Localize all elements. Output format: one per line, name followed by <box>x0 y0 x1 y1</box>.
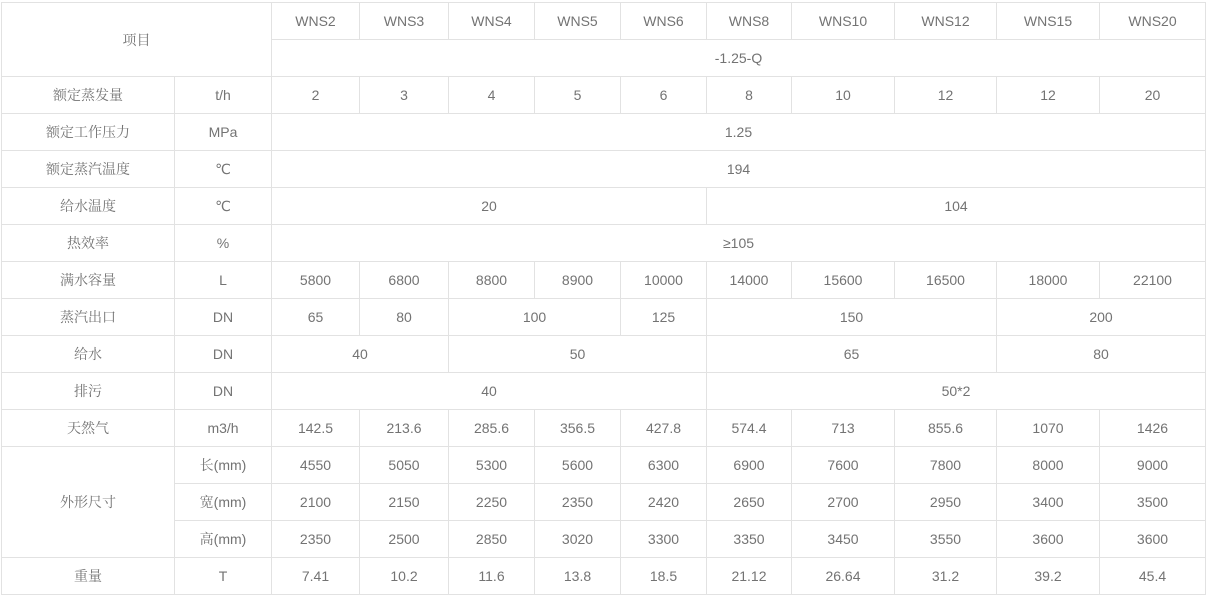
value-cell: 4550 <box>272 447 360 484</box>
value-cell: 6300 <box>621 447 707 484</box>
value-cell: 2850 <box>449 521 535 558</box>
header-model-cell: WNS5 <box>535 3 621 40</box>
value-cell: 1426 <box>1100 410 1206 447</box>
value-cell: 2350 <box>272 521 360 558</box>
value-cell: 2350 <box>535 484 621 521</box>
table-row-blowdown <box>2 373 1206 410</box>
value-cell: 20 <box>272 188 707 225</box>
value-cell: 713 <box>792 410 895 447</box>
table-row-natural-gas <box>2 410 1206 447</box>
value-cell: 2 <box>272 77 360 114</box>
value-cell: 7800 <box>895 447 997 484</box>
value-cell: 80 <box>360 299 449 336</box>
row-unit-cell: 长(mm) <box>175 447 272 484</box>
value-cell: 18.5 <box>621 558 707 595</box>
value-cell: 5050 <box>360 447 449 484</box>
row-unit-cell: t/h <box>175 77 272 114</box>
row-label-cell: 蒸汽出口 <box>2 299 175 336</box>
value-cell: 427.8 <box>621 410 707 447</box>
value-cell: 39.2 <box>997 558 1100 595</box>
value-cell: 8 <box>707 77 792 114</box>
row-unit-cell: DN <box>175 373 272 410</box>
table-row-dimension-height <box>2 521 1206 558</box>
value-cell: 2500 <box>360 521 449 558</box>
row-unit-cell: m3/h <box>175 410 272 447</box>
row-unit-cell: T <box>175 558 272 595</box>
table-row-rated-pressure <box>2 114 1206 151</box>
value-cell: 213.6 <box>360 410 449 447</box>
value-cell: 10 <box>792 77 895 114</box>
table-row-feedwater-temp <box>2 188 1206 225</box>
value-cell: 13.8 <box>535 558 621 595</box>
row-unit-cell: ℃ <box>175 151 272 188</box>
value-cell: 8000 <box>997 447 1100 484</box>
value-cell: 100 <box>449 299 621 336</box>
value-cell: 3300 <box>621 521 707 558</box>
row-label-cell: 满水容量 <box>2 262 175 299</box>
value-cell: 12 <box>997 77 1100 114</box>
value-cell: 3600 <box>1100 521 1206 558</box>
table-row-feedwater <box>2 336 1206 373</box>
header-model-cell: WNS2 <box>272 3 360 40</box>
header-item-cell: 项目 <box>2 3 272 77</box>
value-cell: 2250 <box>449 484 535 521</box>
value-cell: 7.41 <box>272 558 360 595</box>
value-cell: 50 <box>449 336 707 373</box>
value-cell: 50*2 <box>707 373 1206 410</box>
value-cell: 1.25 <box>272 114 1206 151</box>
value-cell: 40 <box>272 373 707 410</box>
value-cell: 3020 <box>535 521 621 558</box>
value-cell: 31.2 <box>895 558 997 595</box>
value-cell: 10000 <box>621 262 707 299</box>
value-cell: 6800 <box>360 262 449 299</box>
row-unit-cell: % <box>175 225 272 262</box>
value-cell: 6 <box>621 77 707 114</box>
row-label-cell: 给水 <box>2 336 175 373</box>
table-row-weight <box>2 558 1206 595</box>
value-cell: 3350 <box>707 521 792 558</box>
value-cell: 22100 <box>1100 262 1206 299</box>
value-cell: 356.5 <box>535 410 621 447</box>
value-cell: 5300 <box>449 447 535 484</box>
value-cell: 104 <box>707 188 1206 225</box>
value-cell: 65 <box>272 299 360 336</box>
value-cell: 80 <box>997 336 1206 373</box>
value-cell: 3400 <box>997 484 1100 521</box>
row-unit-cell: 宽(mm) <box>175 484 272 521</box>
row-label-cell: 排污 <box>2 373 175 410</box>
header-model-cell: WNS12 <box>895 3 997 40</box>
header-series-cell: -1.25-Q <box>272 40 1206 77</box>
header-model-cell: WNS8 <box>707 3 792 40</box>
row-unit-cell: 高(mm) <box>175 521 272 558</box>
value-cell: 6900 <box>707 447 792 484</box>
table-row-rated-steam-temp <box>2 151 1206 188</box>
row-label-cell: 外形尺寸 <box>2 447 175 558</box>
header-model-cell: WNS20 <box>1100 3 1206 40</box>
header-model-cell: WNS4 <box>449 3 535 40</box>
value-cell: 285.6 <box>449 410 535 447</box>
value-cell: 15600 <box>792 262 895 299</box>
value-cell: 12 <box>895 77 997 114</box>
spec-table <box>1 2 1206 595</box>
value-cell: 1070 <box>997 410 1100 447</box>
table-row-dimension-width <box>2 484 1206 521</box>
value-cell: 2420 <box>621 484 707 521</box>
value-cell: 194 <box>272 151 1206 188</box>
row-label-cell: 天然气 <box>2 410 175 447</box>
row-unit-cell: ℃ <box>175 188 272 225</box>
value-cell: 7600 <box>792 447 895 484</box>
value-cell: 8800 <box>449 262 535 299</box>
header-model-cell: WNS6 <box>621 3 707 40</box>
row-unit-cell: DN <box>175 299 272 336</box>
value-cell: 2950 <box>895 484 997 521</box>
header-model-cell: WNS3 <box>360 3 449 40</box>
header-row-models <box>2 3 1206 40</box>
value-cell: 200 <box>997 299 1206 336</box>
header-model-cell: WNS10 <box>792 3 895 40</box>
row-label-cell: 额定蒸发量 <box>2 77 175 114</box>
row-unit-cell: MPa <box>175 114 272 151</box>
value-cell: 4 <box>449 77 535 114</box>
value-cell: 45.4 <box>1100 558 1206 595</box>
value-cell: 8900 <box>535 262 621 299</box>
value-cell: 18000 <box>997 262 1100 299</box>
value-cell: 2100 <box>272 484 360 521</box>
row-label-cell: 热效率 <box>2 225 175 262</box>
value-cell: 16500 <box>895 262 997 299</box>
table-row-water-capacity <box>2 262 1206 299</box>
row-label-cell: 额定蒸汽温度 <box>2 151 175 188</box>
header-model-cell: WNS15 <box>997 3 1100 40</box>
value-cell: ≥105 <box>272 225 1206 262</box>
value-cell: 142.5 <box>272 410 360 447</box>
value-cell: 125 <box>621 299 707 336</box>
value-cell: 21.12 <box>707 558 792 595</box>
value-cell: 150 <box>707 299 997 336</box>
value-cell: 20 <box>1100 77 1206 114</box>
row-unit-cell: L <box>175 262 272 299</box>
row-label-cell: 给水温度 <box>2 188 175 225</box>
value-cell: 10.2 <box>360 558 449 595</box>
value-cell: 2700 <box>792 484 895 521</box>
value-cell: 65 <box>707 336 997 373</box>
row-label-cell: 额定工作压力 <box>2 114 175 151</box>
value-cell: 5 <box>535 77 621 114</box>
value-cell: 14000 <box>707 262 792 299</box>
row-unit-cell: DN <box>175 336 272 373</box>
value-cell: 40 <box>272 336 449 373</box>
table-row-steam-outlet <box>2 299 1206 336</box>
value-cell: 11.6 <box>449 558 535 595</box>
table-row-dimension-length <box>2 447 1206 484</box>
value-cell: 9000 <box>1100 447 1206 484</box>
value-cell: 3550 <box>895 521 997 558</box>
row-label-cell: 重量 <box>2 558 175 595</box>
table-row-thermal-efficiency <box>2 225 1206 262</box>
table-row-rated-evaporation <box>2 77 1206 114</box>
value-cell: 26.64 <box>792 558 895 595</box>
value-cell: 855.6 <box>895 410 997 447</box>
value-cell: 2150 <box>360 484 449 521</box>
value-cell: 5800 <box>272 262 360 299</box>
value-cell: 3 <box>360 77 449 114</box>
value-cell: 3600 <box>997 521 1100 558</box>
value-cell: 2650 <box>707 484 792 521</box>
value-cell: 3500 <box>1100 484 1206 521</box>
value-cell: 3450 <box>792 521 895 558</box>
value-cell: 5600 <box>535 447 621 484</box>
value-cell: 574.4 <box>707 410 792 447</box>
